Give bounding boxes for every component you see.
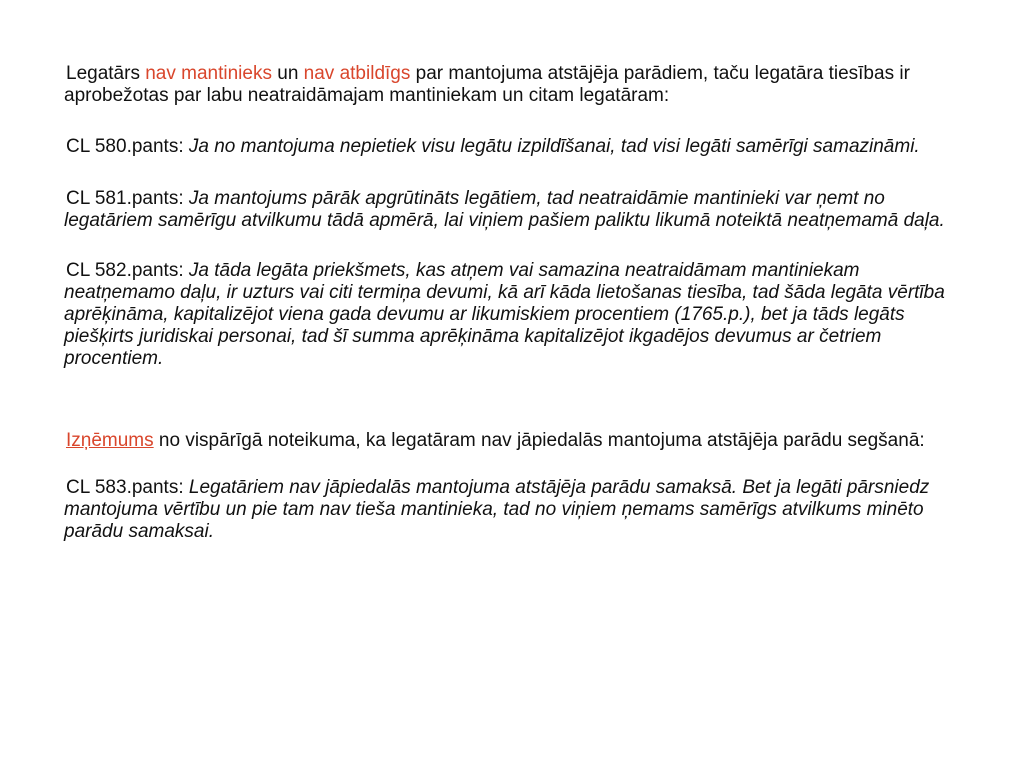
exception-link[interactable]: Izņēmums [66,430,154,451]
highlight-nav-mantinieks: nav mantinieks [145,63,272,84]
highlight-nav-atbildigs: nav atbildīgs [303,63,411,84]
article-583-label: CL 583.pants: [66,477,189,498]
article-581-label: CL 581.pants: [66,188,189,209]
article-580-text: Ja no mantojuma nepietiek visu legātu izpildīšanai, tad visi legāti samērīgi samazināmi. [188,136,920,157]
article-582-label: CL 582.pants: [66,260,189,281]
article-582-text: Ja tāda legāta priekšmets, kas atņem vai samazina neatraidāmam mantiniekam neatņemamo daļu, ir uzturs vai citi termiņa devumi, kā arī kāda lietošanas tiesība, tad šāda legāta vērtība aprēķināma, kapitalizējot viena gada devumu ar likumiskiem procentiem (1765.p.), bet ja tāds legāts piešķirts juridiskai personai, tad šī summa aprēķināma kapitalizējot ikgadējos devumus ar četriem procentiem. [64,260,945,369]
intro-text-3: par mantojuma atstājēja parādiem, taču legatāra tiesības ir aprobežotas par labu neatraidāmajam mantiniekam un citam legatāram: [64,63,910,106]
slide-content [64,63,964,543]
article-581-paragraph [64,188,964,232]
article-580-paragraph [64,136,964,158]
intro-text-2: un [271,63,304,84]
exception-paragraph [64,430,964,452]
article-581-text: Ja mantojums pārāk apgrūtināts legātiem, tad neatraidāmie mantinieki var ņemt no legatāriem samērīgu atvilkumu tādā apmērā, lai viņiem pašiem paliktu likumā noteiktā neatņemamā daļa. [64,188,945,231]
article-583-paragraph [64,477,964,543]
intro-paragraph [64,63,964,107]
article-580-label: CL 580.pants: [66,136,189,157]
article-583-text: Legatāriem nav jāpiedalās mantojuma atstājēja parādu samaksā. Bet ja legāti pārsniedz mantojuma vērtību un pie tam nav tieša mantinieka, tad no viņiem ņemams samērīgs atvilkums minēto parādu samaksai. [64,477,930,542]
exception-text: no vispārīgā noteikuma, ka legatāram nav jāpiedalās mantojuma atstājēja parādu segšanā: [153,430,925,451]
intro-text-1: Legatārs [66,63,146,84]
article-582-paragraph [64,260,964,370]
